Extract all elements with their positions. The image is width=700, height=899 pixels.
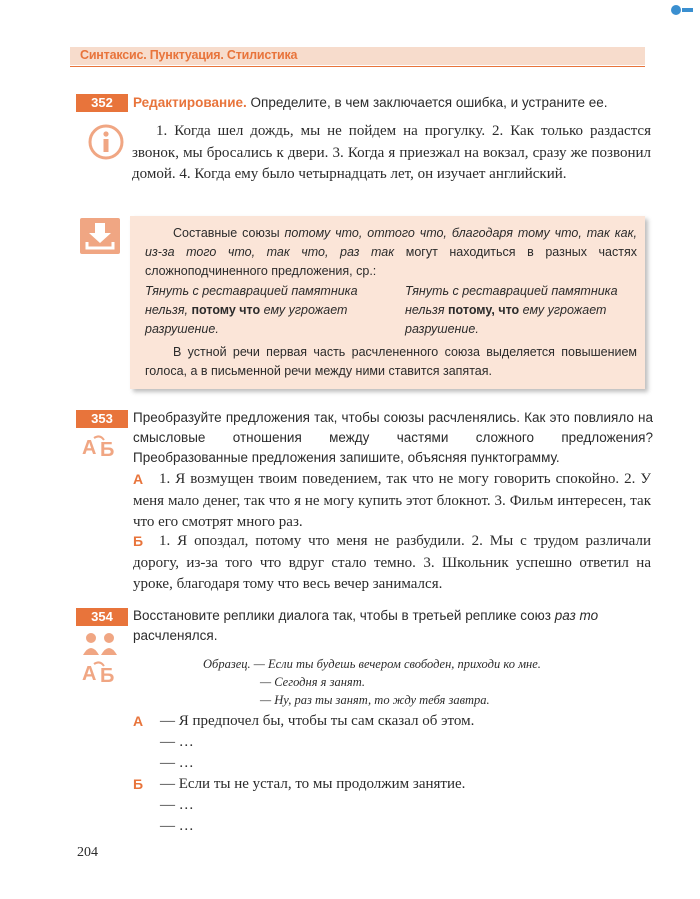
sample-line-2: — Сегодня я занят.	[260, 675, 366, 689]
exercise-352-paragraph: 1. Когда шел дождь, мы не пойдем на прогулку. 2. Как только раздастся звонок, мы бросались к двери. 3. Когда я приезжал на вокзал, сразу же позвонил домой. 4. Когда ему было четырнадцать лет, он изучает английский.	[132, 123, 651, 182]
rule-note-conjunctions: потому что, оттого что, благодаря тому что, так как, из-за того что, так что, раз так	[145, 226, 637, 259]
header-divider	[70, 66, 645, 67]
exercise-352-text	[132, 121, 651, 186]
svg-text:А: А	[82, 663, 97, 685]
pair-work-icon	[80, 632, 120, 656]
example-2-part-b: ему угрожает разрушение.	[405, 303, 607, 336]
exercise-354-instruction	[133, 606, 653, 646]
exercise-352-instruction-text: Определите, в чем заключается ошибка, и устраните ее.	[246, 95, 608, 110]
svg-text:Б: Б	[100, 439, 115, 460]
example-2-bold: потому, что	[448, 303, 520, 317]
publisher-logo-icon	[670, 3, 694, 17]
sample-label: Образец.	[203, 657, 251, 671]
dialogue-b-line-2: — …	[160, 797, 194, 813]
exercise-354-instruction-a: Восстановите реплики диалога так, чтобы в третьей реплике союз	[133, 608, 555, 623]
exercise-353-instruction: Преобразуйте предложения так, чтобы союзы расчленялись. Как это повлияло на смысловые отношения между частями сложного предложения? Преобразованные предложения запишите, объясняя пунктограмму.	[133, 410, 653, 465]
exercise-354-instruction-conj: раз то	[554, 608, 599, 623]
dialogue-b-line-1: — Если ты не устал, то мы продолжим занятие.	[160, 776, 466, 792]
exercise-354-label-b: Б	[133, 776, 144, 792]
exercise-353-number: 353	[76, 410, 128, 428]
exercise-353-text-a-block	[133, 469, 651, 534]
exercise-352-title: Редактирование.	[133, 95, 247, 110]
svg-text:Б: Б	[100, 665, 115, 686]
exercise-353-label-b: Б	[133, 533, 144, 549]
exercise-353-text-b-block	[133, 531, 651, 596]
page-number: 204	[77, 845, 98, 860]
rule-note-intro	[145, 224, 637, 281]
exercise-352-number: 352	[76, 94, 128, 112]
rule-note-intro-plain: Составные союзы	[173, 226, 285, 240]
rule-note-intro-rest: могут находиться в разных частях сложноподчиненного предложения, ср.:	[145, 245, 637, 278]
exercise-353-text-b: 1. Я опоздал, потому что меня не разбудили. 2. Мы с трудом различали дорогу, из-за того что вдруг стало темно. 3. Школьник успешно ответил на уроке, благодаря тому что весь вечер занимался.	[133, 533, 651, 592]
dialogue-b-line-3: — …	[160, 818, 194, 834]
example-2-part-a: Тянуть с реставрацией памятника нельзя	[405, 284, 618, 317]
dialogue-a-line-3: — …	[160, 755, 194, 771]
sample-line-3: — Ну, раз ты занят, то жду тебя завтра.	[260, 693, 490, 707]
transform-text-icon	[80, 434, 120, 460]
sample-dialogue	[203, 655, 541, 709]
exercise-352-instruction	[133, 93, 653, 113]
exercise-353-text-a: 1. Я возмущен твоим поведением, так что не могу говорить спокойно. 2. У меня мало денег, так что я не могу купить этот блокнот. 3. Фильм интересен, так что его смотрят много раз.	[133, 471, 651, 530]
exercise-354-number: 354	[76, 608, 128, 626]
rule-note-example-1	[145, 282, 375, 339]
dialogue-a-line-2: — …	[160, 734, 194, 750]
example-1-bold: потому что	[191, 303, 261, 317]
exercise-354-dialogue-b	[160, 774, 650, 837]
info-icon	[88, 124, 124, 160]
svg-text:А: А	[82, 437, 97, 459]
rule-note-example-2	[405, 282, 635, 339]
exercise-354-instruction-b: расчленялся.	[133, 628, 218, 643]
rule-note-outro: В устной речи первая часть расчлененного союза выделяется повышением голоса, а в письменной речи между ними ставится запятая.	[145, 345, 637, 378]
exercise-353-label-a: А	[133, 471, 144, 487]
download-rule-icon	[80, 218, 120, 254]
exercise-354-dialogue-a	[160, 711, 650, 774]
running-header-title: Синтаксис. Пунктуация. Стилистика	[80, 48, 298, 62]
exercise-354-label-a: А	[133, 713, 144, 729]
example-1-part-a: Тянуть с реставрацией памятника нельзя,	[145, 284, 358, 317]
example-1-part-b: ему угрожает разрушение.	[145, 303, 348, 336]
sample-line-1: — Если ты будешь вечером свободен, приходи ко мне.	[253, 657, 541, 671]
dialogue-text-icon	[80, 660, 120, 686]
dialogue-a-line-1: — Я предпочел бы, чтобы ты сам сказал об этом.	[160, 713, 475, 729]
